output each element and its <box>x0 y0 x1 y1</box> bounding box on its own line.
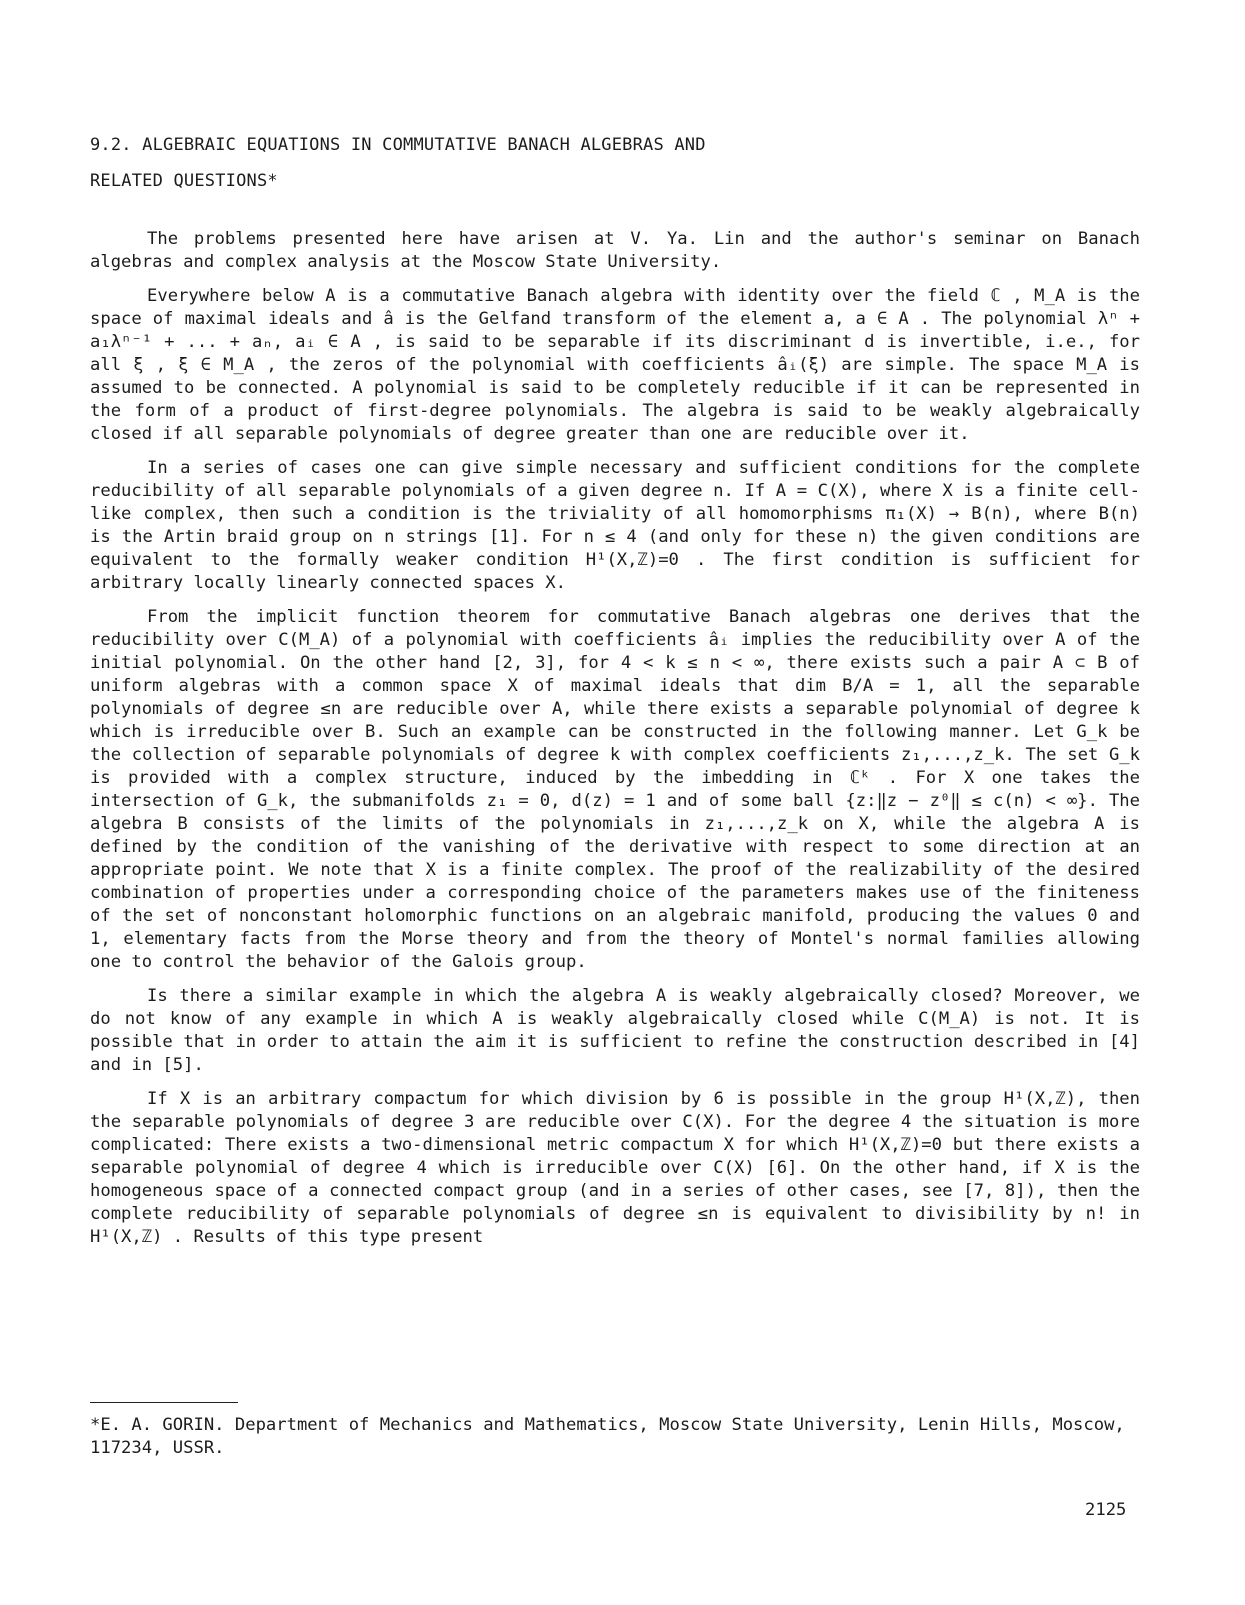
paragraph-2: Everywhere below A is a commutative Banach algebra with identity over the field ℂ , M_A is the space of maximal ideals and â is the Gelfand transform of the element a, a ∈ A . The polynomial λⁿ + a₁λⁿ⁻¹ + ... + aₙ, aᵢ ∈ A , is said to be separable if its discriminant d is invertible, i.e., for all ξ , ξ ∈ M_A , the zeros of the polynomial with coefficients âᵢ(ξ) are simple. The space M_A is assumed to be connected. A polynomial is said to be completely reducible if it can be represented in the form of a product of first-degree polynomials. The algebra is said to be weakly algebraically closed if all separable polynomials of degree greater than one are reducible over it. <box>90 286 1140 444</box>
paragraph-1: The problems presented here have arisen at V. Ya. Lin and the author's seminar on Banach algebras and complex analysis at the Moscow State University. <box>90 229 1140 272</box>
section-heading-line-2: RELATED QUESTIONS* <box>90 171 278 191</box>
paragraph-6: If X is an arbitrary compactum for which division by 6 is possible in the group H¹(X,ℤ), then the separable polynomials of degree 3 are reducible over C(X). For the degree 4 the situation is more complicated: There exists a two-dimensional metric compactum X for which H¹(X,ℤ)=0 but there exists a separable polynomial of degree 4 which is irreducible over C(X) [6]. On the other hand, if X is the homogeneous space of a connected compact group (and in a series of other cases, see [7, 8]), then the complete reducibility of separable polynomials of degree ≤n is equivalent to divisibility by n! in H¹(X,ℤ) . Results of this type present <box>90 1089 1140 1247</box>
paragraph-4: From the implicit function theorem for commutative Banach algebras one derives that the reducibility over C(M_A) of a polynomial with coefficients âᵢ implies the reducibility over A of the initial polynomial. On the other hand [2, 3], for 4 < k ≤ n < ∞, there exists such a pair A ⊂ B of uniform algebras with a common space X of maximal ideals that dim B/A = 1, all the separable polynomials of degree ≤n are reducible over A, while there exists a separable polynomial of degree k which is irreducible over B. Such an example can be constructed in the following manner. Let G_k be the collection of separable polynomials of degree k with complex coefficients z₁,...,z_k. The set G_k is provided with a complex structure, induced by the imbedding in ℂᵏ . For X one takes the intersection of G_k, the submanifolds z₁ = 0, d(z) = 1 and of some ball {z:‖z − z⁰‖ ≤ c(n) < ∞}. The algebra B consists of the limits of the polynomials in z₁,...,z_k on X, while the algebra A is defined by the condition of the vanishing of the derivative with respect to some direction at an appropriate point. We note that X is a finite complex. The proof of the realizability of the desired combination of properties under a corresponding choice of the parameters makes use of the finiteness of the set of nonconstant holomorphic functions on an algebraic manifold, producing the values 0 and 1, elementary facts from the Morse theory and from the theory of Montel's normal families allowing one to control the behavior of the Galois group. <box>90 607 1140 972</box>
footnote-divider <box>90 1402 238 1403</box>
footnote: *E. A. GORIN. Department of Mechanics and Mathematics, Moscow State University, Lenin Hills, Moscow, 117234, USSR. <box>90 1415 1125 1458</box>
page-number: 2125 <box>1085 1500 1127 1520</box>
section-heading <box>90 127 706 199</box>
paragraph-5: Is there a similar example in which the algebra A is weakly algebraically closed? Moreover, we do not know of any example in which A is weakly algebraically closed while C(M_A) is not. It is possible that in order to attain the aim it is sufficient to refine the construction described in [4] and in [5]. <box>90 986 1140 1075</box>
paragraph-3: In a series of cases one can give simple necessary and sufficient conditions for the complete reducibility of all separable polynomials of a given degree n. If A = C(X), where X is a finite cell-like complex, then such a condition is the triviality of all homomorphisms π₁(X) → B(n), where B(n) is the Artin braid group on n strings [1]. For n ≤ 4 (and only for these n) the given conditions are equivalent to the formally weaker condition H¹(X,ℤ)=0 . The first condition is sufficient for arbitrary locally linearly connected spaces X. <box>90 458 1140 593</box>
section-heading-line-1: 9.2. ALGEBRAIC EQUATIONS IN COMMUTATIVE BANACH ALGEBRAS AND <box>90 135 706 155</box>
body-text <box>90 228 1140 1260</box>
